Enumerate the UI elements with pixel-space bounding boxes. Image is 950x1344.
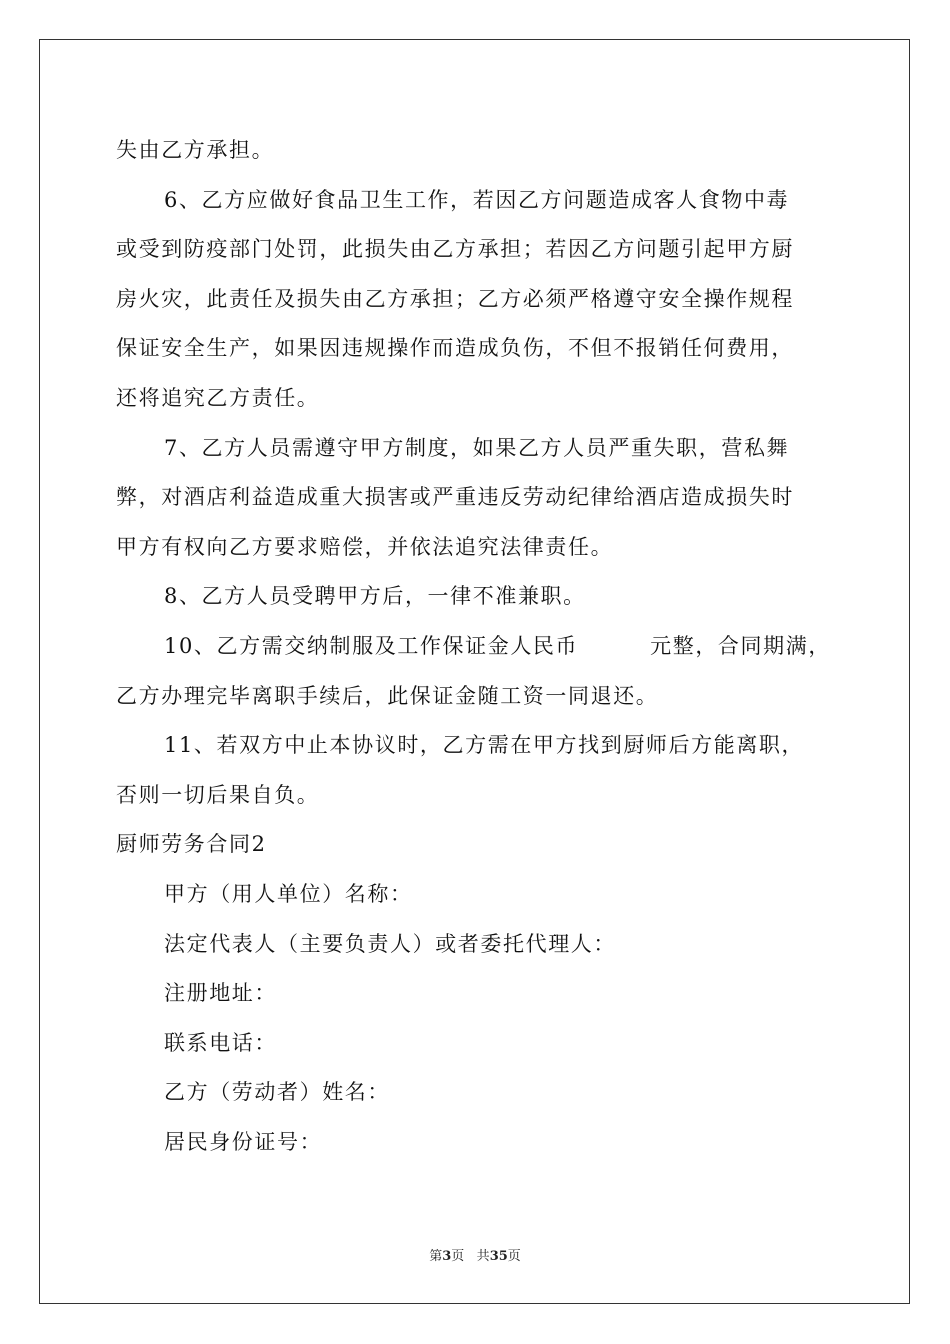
text-line: 保证安全生产，如果因违规操作而造成负伤，不但不报销任何费用， <box>116 336 794 361</box>
page-suffix: 页 <box>451 1249 465 1264</box>
clause-10-text-cont: 元整，合同期满， <box>650 633 831 658</box>
page-prefix: 第 <box>429 1249 443 1264</box>
total-suffix: 页 <box>507 1249 521 1264</box>
text-line: 否则一切后果自负。 <box>116 782 320 807</box>
party-a-name-field: 甲方（用人单位）名称： <box>164 881 413 906</box>
page-number: 3 <box>442 1249 452 1264</box>
text-line: 乙方办理完毕离职手续后，此保证金随工资一同退还。 <box>116 683 659 708</box>
clause-10-text: 10、乙方需交纳制服及工作保证金人民币 <box>164 633 579 658</box>
legal-representative-field: 法定代表人（主要负责人）或者委托代理人： <box>164 931 616 956</box>
text-line: 或受到防疫部门处罚，此损失由乙方承担；若因乙方问题引起甲方厨 <box>116 237 794 262</box>
clause-11-line: 11、若双方中止本协议时，乙方需在甲方找到厨师后方能离职， <box>164 733 805 758</box>
clause-8-line: 8、乙方人员受聘甲方后，一律不准兼职。 <box>164 584 586 609</box>
party-b-name-field: 乙方（劳动者）姓名： <box>164 1080 390 1105</box>
document-body <box>116 126 836 1167</box>
page-footer <box>0 1248 950 1266</box>
clause-10-line <box>116 622 836 672</box>
text-line: 还将追究乙方责任。 <box>116 385 320 410</box>
section-heading: 厨师劳务合同2 <box>116 832 267 857</box>
text-line: 甲方有权向乙方要求赔偿，并依法追究法律责任。 <box>116 534 614 559</box>
contact-phone-field: 联系电话： <box>164 1030 277 1055</box>
clause-6-line: 6、乙方应做好食品卫生工作，若因乙方问题造成客人食物中毒 <box>164 187 790 212</box>
total-pages: 35 <box>489 1249 508 1264</box>
text-line: 失由乙方承担。 <box>116 138 275 162</box>
registered-address-field: 注册地址： <box>164 981 277 1006</box>
text-line: 弊，对酒店利益造成重大损害或严重违反劳动纪律给酒店造成损失时 <box>116 485 794 510</box>
text-line: 房火灾，此责任及损失由乙方承担；乙方必须严格遵守安全操作规程 <box>116 286 794 311</box>
total-prefix: 共 <box>476 1249 490 1264</box>
id-number-field: 居民身份证号： <box>164 1129 323 1154</box>
clause-7-line: 7、乙方人员需遵守甲方制度，如果乙方人员严重失职，营私舞 <box>164 435 790 460</box>
